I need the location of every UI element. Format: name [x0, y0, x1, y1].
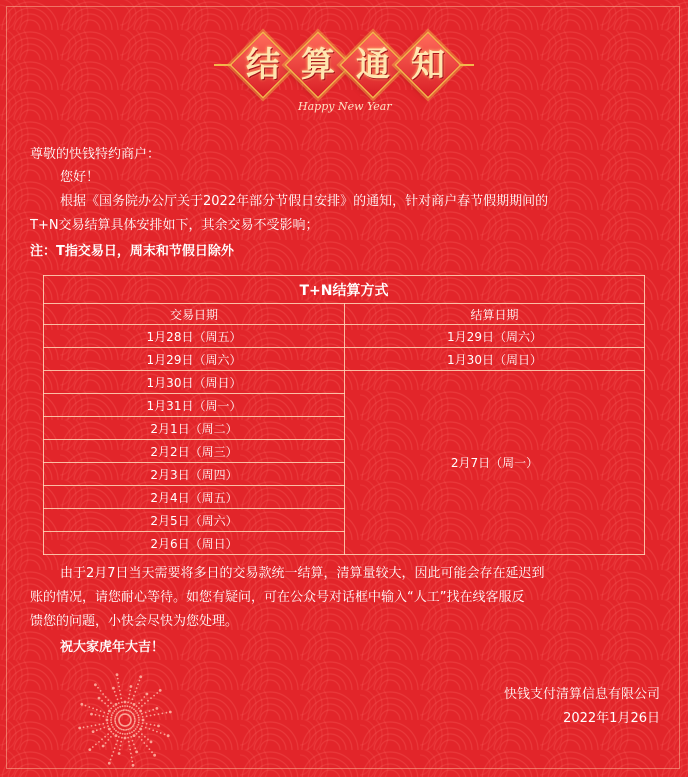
header-settle-date: 结算日期 — [345, 304, 645, 325]
title-char-1: 结 — [232, 34, 294, 96]
trade-date-cell: 2月1日（周二） — [44, 417, 345, 440]
title-char-2: 算 — [287, 34, 349, 96]
trade-date-cell: 2月2日（周三） — [44, 440, 345, 463]
trade-date-cell: 2月3日（周四） — [44, 463, 345, 486]
title-char-4: 知 — [397, 34, 459, 96]
settlement-table — [43, 275, 645, 555]
table-row — [44, 371, 645, 394]
paragraph-2-line-2: 账的情况，请您耐心等待。如您有疑问，可在公众号对话框中输入“人工”找在线客服反 — [30, 590, 525, 605]
title-char-3: 通 — [342, 34, 404, 96]
trade-date-cell: 2月5日（周六） — [44, 509, 345, 532]
hello: 您好！ — [60, 170, 100, 185]
company-name: 快钱支付清算信息有限公司 — [503, 687, 660, 702]
paragraph-2-line-1: 由于2月7日当天需要将多日的交易款统一结算，清算量较大，因此可能会存在延迟到 — [60, 566, 545, 581]
intro-line-1: 根据《国务院办公厅关于2022年部分节假日安排》的通知，针对商户春节假期期间的 — [60, 194, 549, 209]
firework-icon — [60, 660, 190, 777]
issue-date: 2022年1月26日 — [563, 711, 660, 726]
trade-date-cell: 1月29日（周六） — [44, 348, 345, 371]
greeting: 尊敬的快钱特约商户： — [30, 147, 161, 162]
signature-block — [504, 683, 660, 731]
new-year-wish: 祝大家虎年大吉！ — [60, 640, 165, 655]
settle-date-cell: 1月29日（周六） — [345, 325, 645, 348]
trade-date-cell: 1月31日（周一） — [44, 394, 345, 417]
trade-date-cell: 2月4日（周五） — [44, 486, 345, 509]
intro-line-2: T+N交易结算具体安排如下，其余交易不受影响； — [30, 218, 319, 233]
trade-date-cell: 1月28日（周五） — [44, 325, 345, 348]
happy-new-year-subtitle: Happy New Year — [298, 100, 392, 113]
table-row — [44, 325, 645, 348]
settle-date-cell: 1月30日（周日） — [345, 348, 645, 371]
header-trade-date: 交易日期 — [44, 304, 345, 325]
table-caption: T+N结算方式 — [44, 276, 645, 304]
paragraph-2-line-3: 馈您的问题，小快会尽快为您处理。 — [30, 614, 239, 629]
table-row — [44, 348, 645, 371]
trade-date-cell: 2月6日（周日） — [44, 532, 345, 555]
trade-date-cell: 1月30日（周日） — [44, 371, 345, 394]
note: 注：T指交易日，周末和节假日除外 — [30, 244, 234, 259]
settle-date-merged-cell: 2月7日（周一） — [345, 371, 645, 555]
title-line-left — [214, 64, 232, 66]
